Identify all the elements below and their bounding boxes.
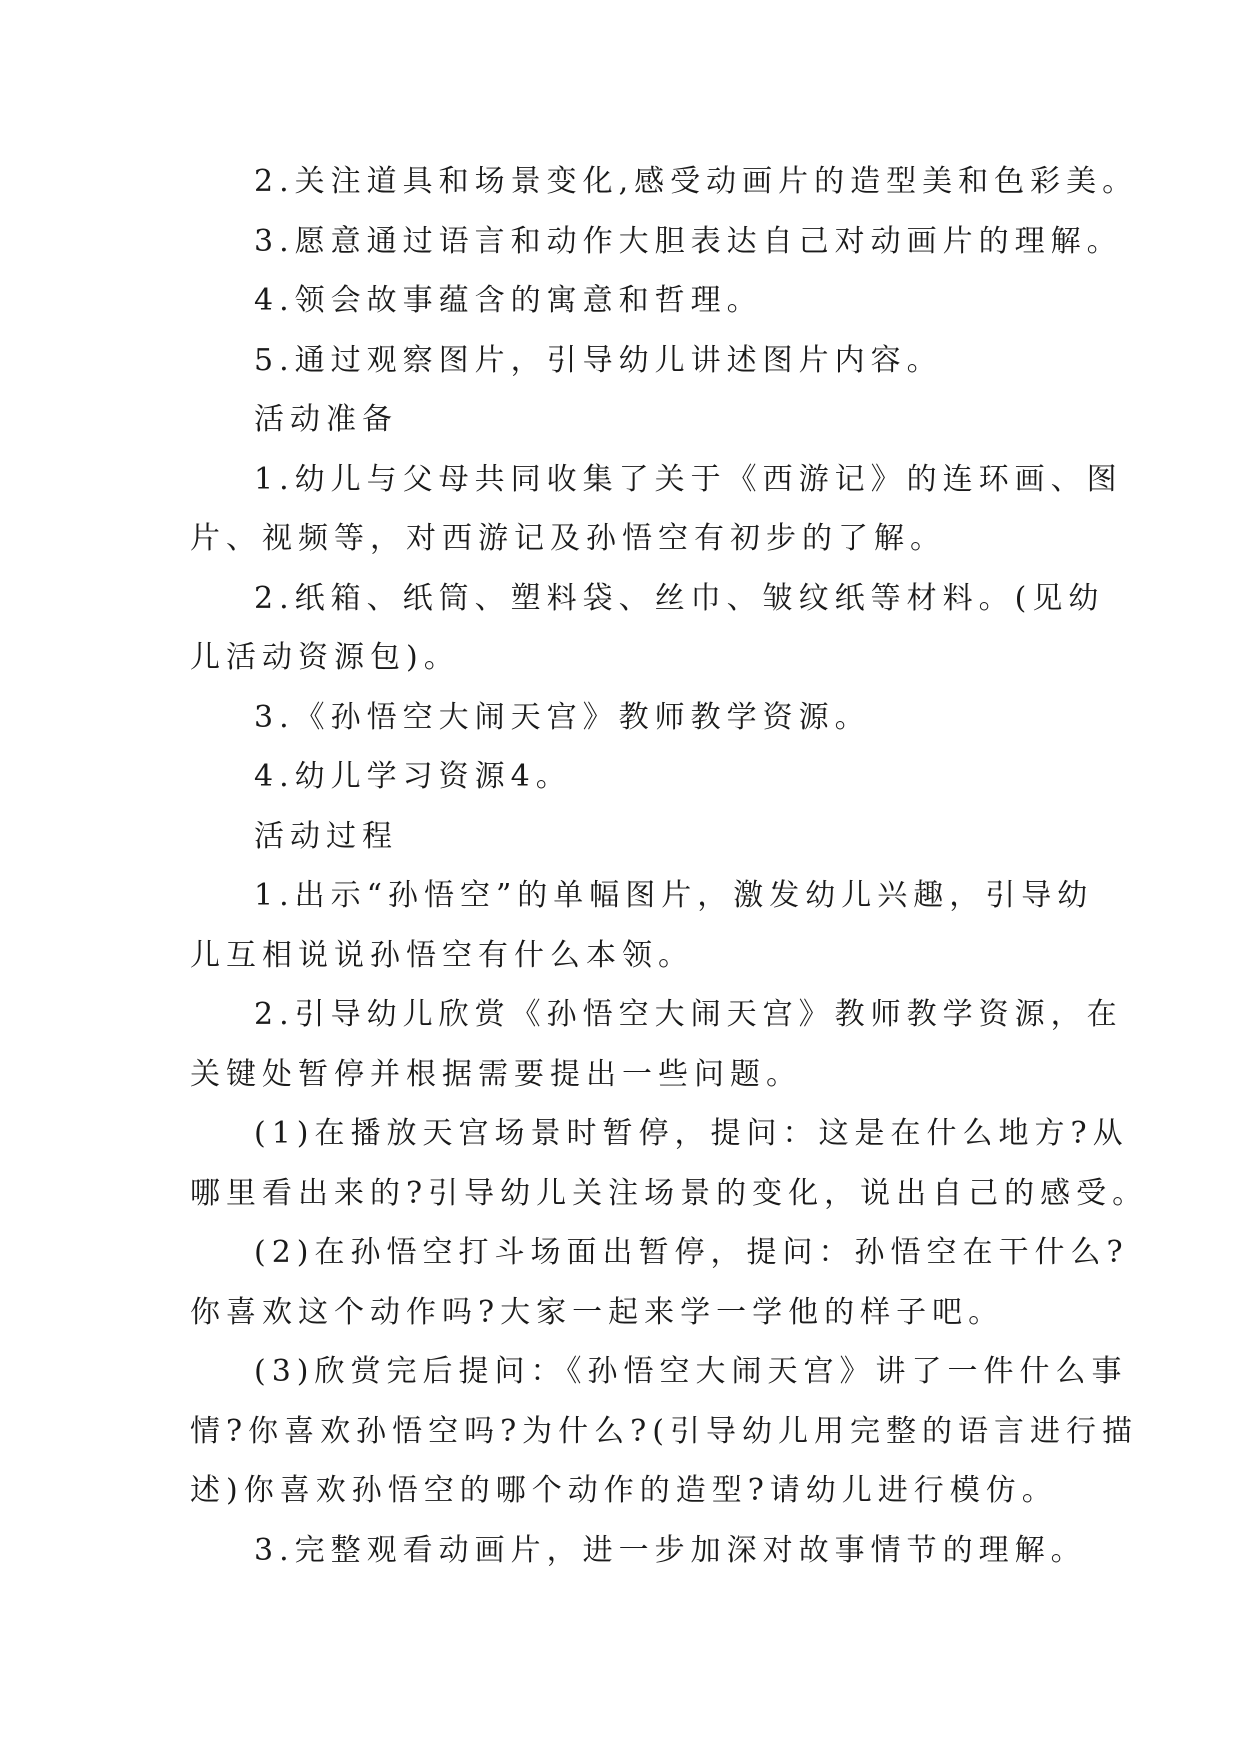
process-substep-3-cont-b: 述)你喜欢孙悟空的哪个动作的造型?请幼儿进行模仿。 bbox=[190, 1473, 1058, 1508]
preparation-item-2-cont: 儿活动资源包)。 bbox=[190, 640, 460, 675]
objective-line-2: 2.关注道具和场景变化,感受动画片的造型美和色彩美。 bbox=[254, 164, 1139, 199]
process-substep-2: (2)在孙悟空打斗场面出暂停，提问：孙悟空在干什么? bbox=[254, 1235, 1129, 1270]
process-substep-3-cont-a: 情?你喜欢孙悟空吗?为什么?(引导幼儿用完整的语言进行描 bbox=[190, 1414, 1138, 1449]
process-substep-1-cont: 哪里看出来的?引导幼儿关注场景的变化，说出自己的感受。 bbox=[190, 1176, 1149, 1211]
preparation-item-2: 2.纸箱、纸筒、塑料袋、丝巾、皱纹纸等材料。(见幼 bbox=[254, 581, 1105, 616]
objective-line-3: 3.愿意通过语言和动作大胆表达自己对动画片的理解。 bbox=[254, 224, 1123, 259]
objective-line-4: 4.领会故事蕴含的寓意和哲理。 bbox=[254, 283, 763, 318]
process-substep-3: (3)欣赏完后提问：《孙悟空大闹天宫》讲了一件什么事 bbox=[254, 1354, 1128, 1389]
process-step-1: 1.出示“孙悟空”的单幅图片，激发幼儿兴趣，引导幼 bbox=[254, 878, 1094, 913]
process-substep-2-cont: 你喜欢这个动作吗?大家一起来学一学他的样子吧。 bbox=[190, 1295, 1005, 1330]
preparation-item-1-cont: 片、视频等，对西游记及孙悟空有初步的了解。 bbox=[190, 521, 946, 556]
preparation-item-1: 1.幼儿与父母共同收集了关于《西游记》的连环画、图 bbox=[254, 462, 1123, 497]
process-step-1-cont: 儿互相说说孙悟空有什么本领。 bbox=[190, 938, 694, 973]
process-substep-1: (1)在播放天宫场景时暂停，提问：这是在什么地方?从 bbox=[254, 1116, 1129, 1151]
preparation-item-3: 3.《孙悟空大闹天宫》教师教学资源。 bbox=[254, 700, 871, 735]
process-step-2-cont: 关键处暂停并根据需要提出一些问题。 bbox=[190, 1057, 802, 1092]
preparation-item-4: 4.幼儿学习资源4。 bbox=[254, 759, 572, 794]
objective-line-5: 5.通过观察图片，引导幼儿讲述图片内容。 bbox=[254, 343, 943, 378]
section-heading-process: 活动过程 bbox=[254, 819, 398, 854]
process-step-2: 2.引导幼儿欣赏《孙悟空大闹天宫》教师教学资源，在 bbox=[254, 997, 1123, 1032]
section-heading-preparation: 活动准备 bbox=[254, 402, 398, 437]
process-step-3: 3.完整观看动画片，进一步加深对故事情节的理解。 bbox=[254, 1533, 1087, 1568]
